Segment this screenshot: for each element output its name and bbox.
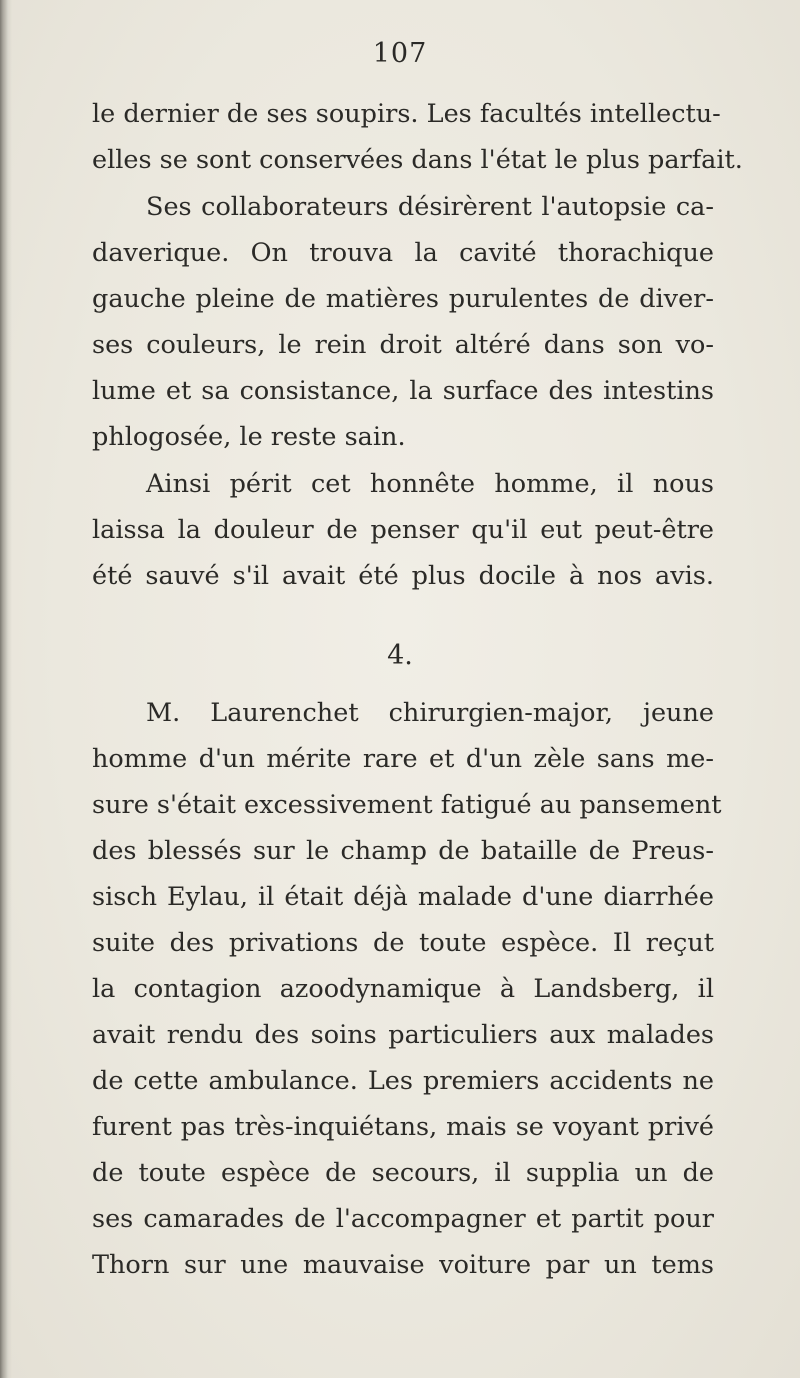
text-line: de cette ambulance. Les premiers accidents ne — [92, 1066, 714, 1096]
text-line: Ses collaborateurs désirèrent l'autopsie ca- — [146, 192, 714, 222]
text-line: Ainsi périt cet honnête homme, il nous — [146, 469, 714, 499]
text-line: lume et sa consistance, la surface des intestins — [92, 376, 714, 406]
text-line: des blessés sur le champ de bataille de Preus- — [92, 836, 714, 866]
text-line: le dernier de ses soupirs. Les facultés intellectu- — [92, 99, 721, 129]
text-line: avait rendu des soins particuliers aux malades — [92, 1020, 714, 1050]
text-line: ses camarades de l'accompagner et partit pour — [92, 1204, 714, 1234]
text-line: gauche pleine de matières purulentes de diver- — [92, 284, 714, 314]
text-line: été sauvé s'il avait été plus docile à nos avis. — [92, 561, 714, 591]
text-line: furent pas très-inquiétans, mais se voyant privé — [92, 1112, 714, 1142]
text-line: sisch Eylau, il était déjà malade d'une diarrhée — [92, 882, 714, 912]
text-line: homme d'un mérite rare et d'un zèle sans me- — [92, 744, 714, 774]
text-line: sure s'était excessivement fatigué au pansement — [92, 790, 722, 820]
text-line: laissa la douleur de penser qu'il eut peut-être — [92, 515, 714, 545]
text-line: M. Laurenchet chirurgien-major, jeune — [146, 698, 714, 728]
text-line: Thorn sur une mauvaise voiture par un tems — [92, 1250, 714, 1280]
page-binding-edge — [0, 0, 12, 1378]
text-line: elles se sont conservées dans l'état le plus parfait. — [92, 145, 743, 175]
section-number: 4. — [387, 640, 413, 671]
text-line: daverique. On trouva la cavité thorachique — [92, 238, 714, 268]
text-line: ses couleurs, le rein droit altéré dans son vo- — [92, 330, 714, 360]
page-number: 107 — [372, 38, 428, 69]
text-line: suite des privations de toute espèce. Il reçut — [92, 928, 714, 958]
text-line: la contagion azoodynamique à Landsberg, il — [92, 974, 714, 1004]
text-line: phlogosée, le reste sain. — [92, 422, 406, 452]
text-line: de toute espèce de secours, il supplia un de — [92, 1158, 714, 1188]
